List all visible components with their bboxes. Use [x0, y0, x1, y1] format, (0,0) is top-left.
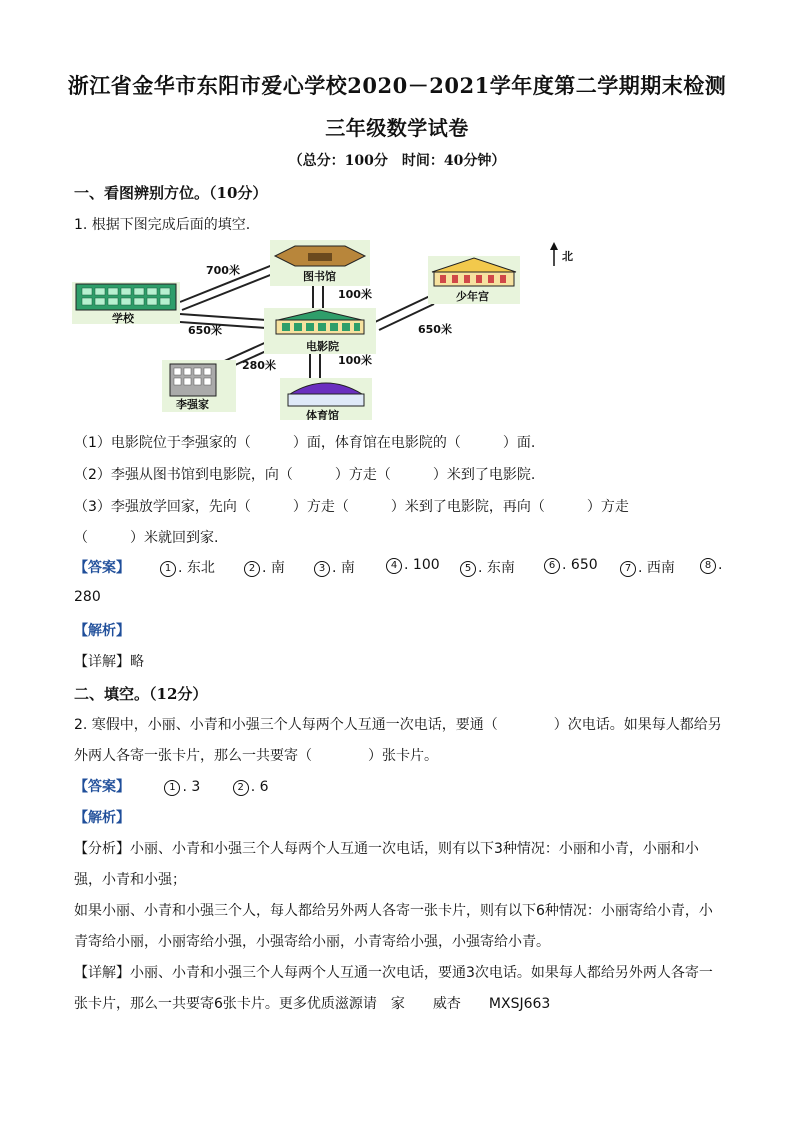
li-home-label: 李强家: [176, 398, 209, 411]
q1-text: 1. 根据下图完成后面的填空.: [74, 217, 251, 233]
cinema-label: 电影院: [306, 340, 339, 353]
analysis-label-1: 【解析】: [74, 623, 130, 639]
q2-line2: 外两人各寄一张卡片，那么一共要寄（ ）张卡片。: [74, 748, 438, 764]
answer-5: 5 . 东南: [460, 557, 515, 577]
north-arrow-icon: [550, 242, 573, 266]
distance-650-right: 650米: [418, 323, 452, 336]
li-home-building: [162, 360, 236, 412]
exam-title: 浙江省金华市东阳市爱心学校2020－2021学年度第二学期期末检测: [67, 73, 727, 98]
youth-palace-building: [428, 256, 520, 304]
distance-650-left: 650米: [188, 324, 222, 337]
analysis-line1: 【分析】小丽、小青和小强三个人每两个人互通一次电话，则有以下3种情况：小丽和小青，小丽和小: [74, 841, 699, 857]
q2-line1: 2. 寒假中，小丽、小青和小强三个人每两个人互通一次电话，要通（ ）次电话。如果每人都给另: [74, 717, 722, 733]
gym-building: [280, 378, 372, 420]
school-label: 学校: [112, 312, 134, 325]
answer-label: 【答案】: [74, 560, 130, 576]
score-time: （总分：100分 时间：40分钟）: [288, 153, 506, 169]
distance-280: 280米: [242, 359, 276, 372]
cinema-building: [264, 308, 376, 354]
answer-label-2: 【答案】: [74, 779, 130, 795]
answer-6: 6 . 650: [544, 557, 598, 574]
answer-8: 8 .: [700, 557, 722, 574]
exam-subtitle: 三年级数学试卷: [325, 116, 469, 140]
q2-answer-1: 1 . 3: [164, 779, 200, 795]
library-label: 图书馆: [303, 270, 336, 283]
q1-sub3: （3）李强放学回家，先向（ ）方走（ ）米到了电影院，再向（ ）方走: [74, 499, 629, 515]
analysis-line3: 如果小丽、小青和小强三个人，每人都给另外两人各寄一张卡片，则有以下6种情况：小丽寄给小青，小: [74, 903, 713, 919]
q1-sub1: （1）电影院位于李强家的（ ）面，体育馆在电影院的（ ）面.: [74, 435, 536, 451]
analysis-line4: 青寄给小丽，小丽寄给小强，小强寄给小丽，小青寄给小强，小强寄给小青。: [74, 934, 550, 950]
analysis-label-2: 【解析】: [74, 810, 130, 826]
detail-line1: 【详解】小丽、小青和小强三个人每两个人互通一次电话，要通3次电话。如果每人都给另外两人各寄一: [74, 965, 713, 981]
q1-sub2: （2）李强从图书馆到电影院，向（ ）方走（ ）米到了电影院.: [74, 467, 536, 483]
gym-label: 体育馆: [306, 409, 339, 420]
analysis-line2: 强，小青和小强；: [74, 872, 186, 888]
distance-100-bottom: 100米: [338, 354, 372, 367]
q2-answer-row: [74, 776, 269, 796]
q2-answer-2: 2 . 6: [233, 779, 269, 795]
distance-700: 700米: [206, 264, 240, 277]
school-building: [72, 282, 180, 325]
answer-8-value: 280: [74, 589, 101, 605]
direction-map: [70, 238, 600, 420]
library-building: [270, 240, 370, 286]
youth-palace-label: 少年宫: [456, 290, 489, 303]
q1-sub3b: （ ）米就回到家.: [74, 530, 219, 546]
detail-1: 【详解】略: [74, 654, 144, 670]
distance-100-top: 100米: [338, 288, 372, 301]
answer-3: 3 . 南: [314, 557, 355, 577]
answer-1: 1 . 东北: [160, 557, 215, 577]
answer-7: 7 . 西南: [620, 557, 675, 577]
answer-2: 2 . 南: [244, 557, 285, 577]
detail-line2: 张卡片，那么一共要寄6张卡片。更多优质滋源请 家 威杏 MXSJ663: [74, 996, 551, 1012]
section2-heading: 二、填空。（12分）: [74, 685, 208, 703]
section1-heading: 一、看图辨别方位。（10分）: [74, 184, 268, 202]
north-label: 北: [562, 250, 573, 263]
answer-4: 4 . 100: [386, 557, 440, 574]
